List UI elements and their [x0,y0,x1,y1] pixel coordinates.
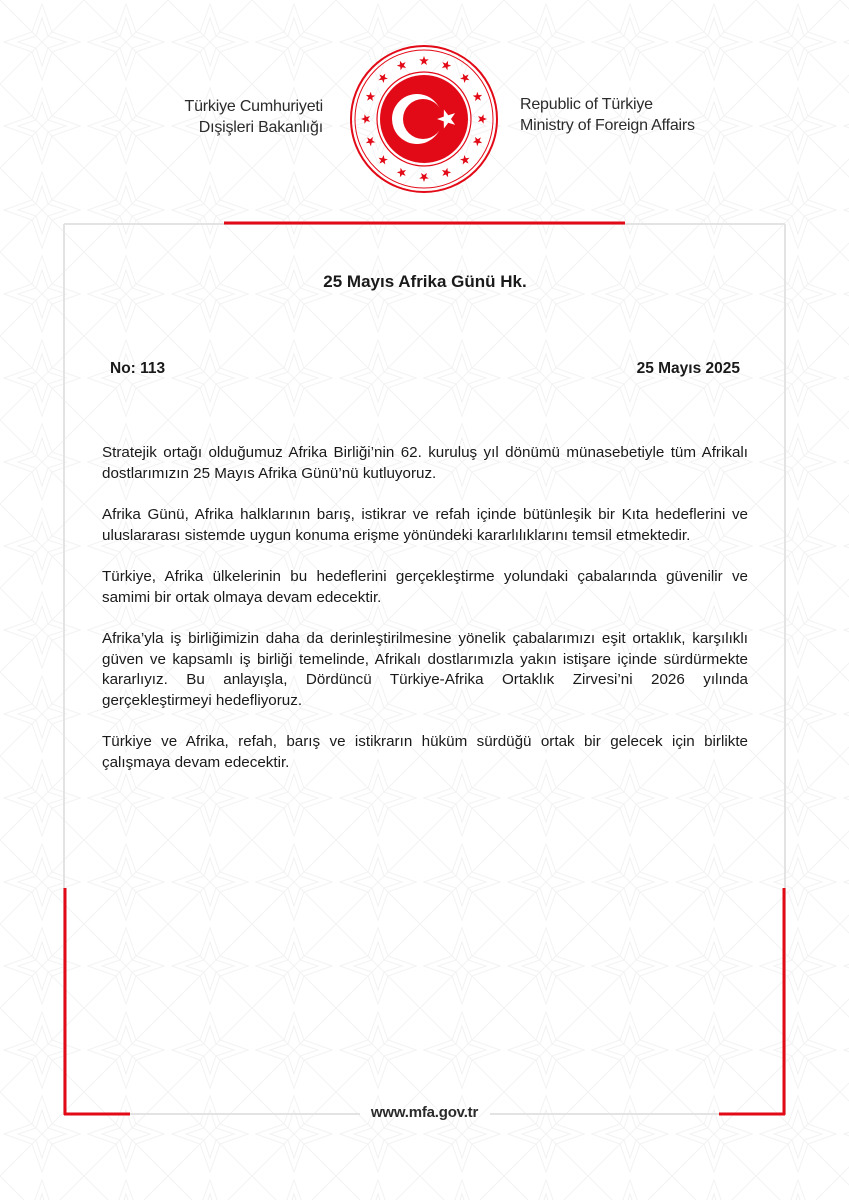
ministry-seal-icon [349,44,499,194]
document-date: 25 Mayıs 2025 [636,360,740,377]
paragraph: Stratejik ortağı olduğumuz Afrika Birliği’nin 62. kuruluş yıl dönümü münasebetiyle tüm Afrikalı dostlarımızın 25 Mayıs Afrika Günü’nü kutluyoruz. [102,444,748,482]
org-name-english [520,94,760,136]
org-name-turkish [83,96,323,138]
paragraph: Afrika’yla iş birliğimizin daha da derinleştirilmesine yönelik çabalarımızı eşit ortaklık, karşılıklı güven ve kapsamlı iş birliği temelinde, Afrikalı dostlarımızla yakın istişare içinde sürdürmekte kararlıyız. Bu anlayışla, Dördüncü Türkiye-Afrika Ortaklık Zirvesi’ni 2026 yılında gerçekleştirmeyi hedefliyoruz. [102,630,748,709]
org-en-line-1: Republic of Türkiye [520,96,653,113]
footer-website-link[interactable]: www.mfa.gov.tr [370,1104,479,1121]
document-title: 25 Mayıs Afrika Günü Hk. [323,272,527,291]
org-tr-line-1: Türkiye Cumhuriyeti [184,98,323,115]
paragraph: Afrika Günü, Afrika halklarının barış, istikrar ve refah içinde bütünleşik bir Kıta hedeflerini ve uluslararası sistemde uygun konuma erişme yönündeki kararlılıklarını temsil etmektedir. [102,506,748,544]
letterhead [0,0,849,200]
org-en-line-2: Ministry of Foreign Affairs [520,117,695,134]
org-tr-line-2: Dışişleri Bakanlığı [198,119,323,136]
document-body [102,443,748,794]
paragraph: Türkiye, Afrika ülkelerinin bu hedeflerini gerçekleştirme yolundaki çabalarında güvenilir ve samimi bir ortak olmaya devam edecektir. [102,568,748,606]
paragraph: Türkiye ve Afrika, refah, barış ve istikrarın hüküm sürdüğü ortak bir gelecek için birlikte çalışmaya devam edecektir. [102,733,748,771]
document-number: No: 113 [110,360,166,377]
